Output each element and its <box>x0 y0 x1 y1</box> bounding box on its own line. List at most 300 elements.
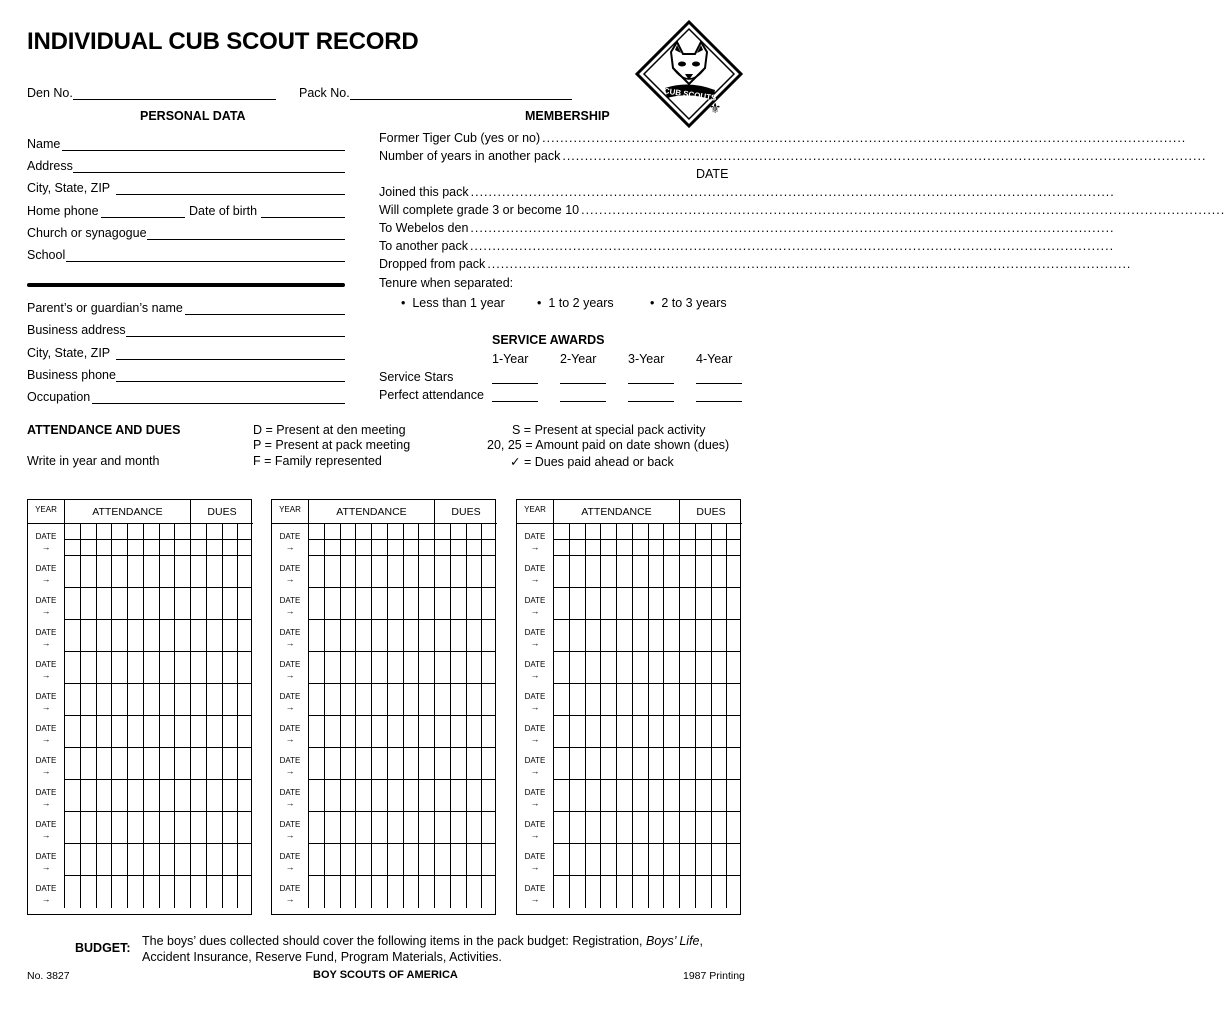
attendance-cell[interactable] <box>309 588 325 620</box>
attendance-cell[interactable] <box>144 540 160 556</box>
attendance-cell[interactable] <box>356 556 372 588</box>
attendance-cell[interactable] <box>175 620 191 652</box>
attendance-cell[interactable] <box>664 524 680 540</box>
attendance-cell[interactable] <box>175 748 191 780</box>
attendance-cell[interactable] <box>601 812 617 844</box>
attendance-cell[interactable] <box>388 844 404 876</box>
attendance-cell[interactable] <box>554 556 570 588</box>
attendance-cell[interactable] <box>633 524 649 540</box>
stars-year1-field[interactable] <box>492 383 538 384</box>
stars-year2-field[interactable] <box>560 383 606 384</box>
attendance-cell[interactable] <box>633 716 649 748</box>
dues-cell[interactable] <box>191 876 207 908</box>
attendance-cell[interactable] <box>586 812 602 844</box>
attendance-cell[interactable] <box>112 748 128 780</box>
perfect-year1-field[interactable] <box>492 401 538 402</box>
dues-cell[interactable] <box>467 524 483 540</box>
attendance-cell[interactable] <box>404 540 420 556</box>
dues-cell[interactable] <box>191 652 207 684</box>
attendance-cell[interactable] <box>664 684 680 716</box>
attendance-cell[interactable] <box>144 620 160 652</box>
attendance-cell[interactable] <box>554 716 570 748</box>
dues-cell[interactable] <box>207 652 223 684</box>
dues-cell[interactable] <box>223 684 239 716</box>
dues-cell[interactable] <box>191 556 207 588</box>
dues-cell[interactable] <box>680 524 696 540</box>
attendance-cell[interactable] <box>617 876 633 908</box>
attendance-cell[interactable] <box>586 620 602 652</box>
attendance-cell[interactable] <box>633 876 649 908</box>
dues-cell[interactable] <box>712 588 728 620</box>
attendance-cell[interactable] <box>128 620 144 652</box>
dues-cell[interactable] <box>223 652 239 684</box>
attendance-cell[interactable] <box>649 524 665 540</box>
dues-cell[interactable] <box>238 780 251 812</box>
attendance-cell[interactable] <box>112 652 128 684</box>
dues-cell[interactable] <box>238 684 251 716</box>
dues-cell[interactable] <box>435 652 451 684</box>
attendance-cell[interactable] <box>325 780 341 812</box>
dues-cell[interactable] <box>712 684 728 716</box>
attendance-cell[interactable] <box>144 524 160 540</box>
attendance-cell[interactable] <box>160 748 176 780</box>
attendance-cell[interactable] <box>419 812 435 844</box>
dues-cell[interactable] <box>712 780 728 812</box>
dues-cell[interactable] <box>451 556 467 588</box>
attendance-cell[interactable] <box>144 684 160 716</box>
attendance-cell[interactable] <box>160 588 176 620</box>
attendance-cell[interactable] <box>81 812 97 844</box>
attendance-cell[interactable] <box>633 844 649 876</box>
address-field[interactable] <box>73 172 345 173</box>
attendance-cell[interactable] <box>325 588 341 620</box>
attendance-cell[interactable] <box>554 876 570 908</box>
dues-cell[interactable] <box>451 684 467 716</box>
attendance-cell[interactable] <box>570 812 586 844</box>
attendance-cell[interactable] <box>664 876 680 908</box>
attendance-cell[interactable] <box>341 652 357 684</box>
attendance-cell[interactable] <box>65 684 81 716</box>
attendance-cell[interactable] <box>570 876 586 908</box>
dues-cell[interactable] <box>435 780 451 812</box>
attendance-cell[interactable] <box>356 684 372 716</box>
attendance-cell[interactable] <box>341 540 357 556</box>
attendance-cell[interactable] <box>325 812 341 844</box>
dues-cell[interactable] <box>191 748 207 780</box>
attendance-cell[interactable] <box>356 620 372 652</box>
dues-cell[interactable] <box>451 748 467 780</box>
attendance-cell[interactable] <box>81 748 97 780</box>
attendance-cell[interactable] <box>309 716 325 748</box>
attendance-cell[interactable] <box>65 556 81 588</box>
attendance-cell[interactable] <box>388 812 404 844</box>
dues-cell[interactable] <box>435 844 451 876</box>
attendance-cell[interactable] <box>649 684 665 716</box>
dues-cell[interactable] <box>435 556 451 588</box>
attendance-cell[interactable] <box>160 780 176 812</box>
attendance-cell[interactable] <box>112 716 128 748</box>
dues-cell[interactable] <box>482 812 495 844</box>
attendance-cell[interactable] <box>633 540 649 556</box>
dues-cell[interactable] <box>207 812 223 844</box>
attendance-cell[interactable] <box>388 716 404 748</box>
attendance-cell[interactable] <box>372 684 388 716</box>
dues-cell[interactable] <box>191 844 207 876</box>
dues-cell[interactable] <box>207 684 223 716</box>
dues-cell[interactable] <box>451 812 467 844</box>
tenure-option-2[interactable] <box>537 296 614 310</box>
attendance-cell[interactable] <box>419 540 435 556</box>
attendance-cell[interactable] <box>372 780 388 812</box>
dues-cell[interactable] <box>223 812 239 844</box>
attendance-cell[interactable] <box>81 876 97 908</box>
attendance-cell[interactable] <box>325 716 341 748</box>
attendance-cell[interactable] <box>617 620 633 652</box>
dues-cell[interactable] <box>727 524 740 540</box>
attendance-cell[interactable] <box>554 780 570 812</box>
attendance-cell[interactable] <box>372 812 388 844</box>
attendance-cell[interactable] <box>633 812 649 844</box>
attendance-cell[interactable] <box>175 780 191 812</box>
attendance-cell[interactable] <box>404 620 420 652</box>
dues-cell[interactable] <box>712 812 728 844</box>
attendance-cell[interactable] <box>97 844 113 876</box>
attendance-cell[interactable] <box>97 556 113 588</box>
dues-cell[interactable] <box>467 620 483 652</box>
attendance-cell[interactable] <box>65 748 81 780</box>
attendance-cell[interactable] <box>404 684 420 716</box>
dues-cell[interactable] <box>435 876 451 908</box>
attendance-cell[interactable] <box>419 844 435 876</box>
attendance-cell[interactable] <box>112 812 128 844</box>
attendance-cell[interactable] <box>356 780 372 812</box>
attendance-cell[interactable] <box>419 556 435 588</box>
attendance-cell[interactable] <box>175 876 191 908</box>
attendance-cell[interactable] <box>341 716 357 748</box>
dues-cell[interactable] <box>435 812 451 844</box>
dues-cell[interactable] <box>727 540 740 556</box>
attendance-cell[interactable] <box>586 524 602 540</box>
attendance-cell[interactable] <box>633 620 649 652</box>
dues-cell[interactable] <box>482 684 495 716</box>
tenure-option-3[interactable] <box>650 296 727 310</box>
attendance-cell[interactable] <box>81 620 97 652</box>
attendance-cell[interactable] <box>633 652 649 684</box>
attendance-cell[interactable] <box>586 876 602 908</box>
attendance-cell[interactable] <box>570 748 586 780</box>
attendance-cell[interactable] <box>617 716 633 748</box>
attendance-cell[interactable] <box>601 556 617 588</box>
attendance-cell[interactable] <box>65 588 81 620</box>
attendance-cell[interactable] <box>309 844 325 876</box>
attendance-cell[interactable] <box>617 684 633 716</box>
dues-cell[interactable] <box>482 780 495 812</box>
dues-cell[interactable] <box>207 620 223 652</box>
attendance-cell[interactable] <box>664 716 680 748</box>
dues-cell[interactable] <box>451 588 467 620</box>
dues-cell[interactable] <box>482 876 495 908</box>
dues-cell[interactable] <box>223 748 239 780</box>
attendance-cell[interactable] <box>81 588 97 620</box>
attendance-cell[interactable] <box>175 588 191 620</box>
attendance-cell[interactable] <box>65 876 81 908</box>
attendance-cell[interactable] <box>404 716 420 748</box>
attendance-cell[interactable] <box>356 540 372 556</box>
dues-cell[interactable] <box>680 844 696 876</box>
attendance-cell[interactable] <box>341 556 357 588</box>
attendance-cell[interactable] <box>586 684 602 716</box>
dues-cell[interactable] <box>680 652 696 684</box>
stars-year3-field[interactable] <box>628 383 674 384</box>
dues-cell[interactable] <box>696 812 712 844</box>
attendance-cell[interactable] <box>65 620 81 652</box>
dues-cell[interactable] <box>680 812 696 844</box>
attendance-cell[interactable] <box>325 556 341 588</box>
dues-cell[interactable] <box>238 748 251 780</box>
city2-field[interactable] <box>116 359 345 360</box>
attendance-cell[interactable] <box>144 716 160 748</box>
attendance-cell[interactable] <box>128 556 144 588</box>
attendance-cell[interactable] <box>81 716 97 748</box>
dues-cell[interactable] <box>680 540 696 556</box>
dues-cell[interactable] <box>727 844 740 876</box>
attendance-cell[interactable] <box>601 540 617 556</box>
dues-cell[interactable] <box>727 876 740 908</box>
attendance-cell[interactable] <box>144 652 160 684</box>
dues-cell[interactable] <box>451 540 467 556</box>
attendance-cell[interactable] <box>419 620 435 652</box>
attendance-cell[interactable] <box>664 620 680 652</box>
attendance-cell[interactable] <box>309 684 325 716</box>
attendance-cell[interactable] <box>356 588 372 620</box>
attendance-cell[interactable] <box>81 684 97 716</box>
attendance-cell[interactable] <box>617 812 633 844</box>
attendance-cell[interactable] <box>372 716 388 748</box>
attendance-cell[interactable] <box>388 556 404 588</box>
attendance-cell[interactable] <box>586 556 602 588</box>
attendance-cell[interactable] <box>404 812 420 844</box>
dues-cell[interactable] <box>223 716 239 748</box>
attendance-cell[interactable] <box>175 652 191 684</box>
attendance-cell[interactable] <box>586 652 602 684</box>
dues-cell[interactable] <box>727 652 740 684</box>
dues-cell[interactable] <box>238 540 251 556</box>
attendance-cell[interactable] <box>65 844 81 876</box>
attendance-cell[interactable] <box>570 540 586 556</box>
business-address-field[interactable] <box>126 336 345 337</box>
attendance-cell[interactable] <box>633 780 649 812</box>
dues-cell[interactable] <box>482 540 495 556</box>
attendance-cell[interactable] <box>97 812 113 844</box>
attendance-cell[interactable] <box>356 524 372 540</box>
dues-cell[interactable] <box>696 748 712 780</box>
attendance-cell[interactable] <box>175 556 191 588</box>
attendance-cell[interactable] <box>372 540 388 556</box>
attendance-cell[interactable] <box>388 748 404 780</box>
attendance-cell[interactable] <box>81 540 97 556</box>
attendance-cell[interactable] <box>341 684 357 716</box>
attendance-cell[interactable] <box>404 524 420 540</box>
attendance-cell[interactable] <box>65 716 81 748</box>
attendance-cell[interactable] <box>554 620 570 652</box>
attendance-cell[interactable] <box>649 556 665 588</box>
attendance-cell[interactable] <box>356 716 372 748</box>
stars-year4-field[interactable] <box>696 383 742 384</box>
attendance-cell[interactable] <box>175 716 191 748</box>
dues-cell[interactable] <box>238 556 251 588</box>
dues-cell[interactable] <box>712 540 728 556</box>
dues-cell[interactable] <box>238 812 251 844</box>
attendance-cell[interactable] <box>356 844 372 876</box>
dues-cell[interactable] <box>696 684 712 716</box>
attendance-cell[interactable] <box>341 588 357 620</box>
attendance-cell[interactable] <box>81 556 97 588</box>
dues-cell[interactable] <box>223 780 239 812</box>
attendance-cell[interactable] <box>128 524 144 540</box>
attendance-cell[interactable] <box>617 780 633 812</box>
attendance-cell[interactable] <box>309 556 325 588</box>
attendance-cell[interactable] <box>649 588 665 620</box>
attendance-cell[interactable] <box>388 540 404 556</box>
attendance-cell[interactable] <box>65 540 81 556</box>
dues-cell[interactable] <box>696 556 712 588</box>
dues-cell[interactable] <box>696 780 712 812</box>
attendance-cell[interactable] <box>554 812 570 844</box>
attendance-cell[interactable] <box>128 716 144 748</box>
business-phone-field[interactable] <box>116 381 345 382</box>
dues-cell[interactable] <box>223 556 239 588</box>
dues-cell[interactable] <box>207 588 223 620</box>
attendance-cell[interactable] <box>128 652 144 684</box>
attendance-cell[interactable] <box>325 620 341 652</box>
attendance-cell[interactable] <box>309 748 325 780</box>
attendance-cell[interactable] <box>388 588 404 620</box>
attendance-cell[interactable] <box>601 748 617 780</box>
attendance-cell[interactable] <box>325 540 341 556</box>
dues-cell[interactable] <box>191 812 207 844</box>
attendance-cell[interactable] <box>388 652 404 684</box>
attendance-cell[interactable] <box>160 524 176 540</box>
attendance-cell[interactable] <box>160 556 176 588</box>
dues-cell[interactable] <box>223 876 239 908</box>
attendance-cell[interactable] <box>309 620 325 652</box>
dues-cell[interactable] <box>191 620 207 652</box>
dues-cell[interactable] <box>435 524 451 540</box>
attendance-cell[interactable] <box>144 780 160 812</box>
attendance-cell[interactable] <box>112 556 128 588</box>
attendance-cell[interactable] <box>419 684 435 716</box>
dues-cell[interactable] <box>696 876 712 908</box>
dues-cell[interactable] <box>727 556 740 588</box>
attendance-cell[interactable] <box>554 524 570 540</box>
attendance-cell[interactable] <box>649 844 665 876</box>
dues-cell[interactable] <box>191 716 207 748</box>
dues-cell[interactable] <box>482 524 495 540</box>
attendance-cell[interactable] <box>160 684 176 716</box>
attendance-cell[interactable] <box>633 684 649 716</box>
attendance-cell[interactable] <box>664 780 680 812</box>
church-field[interactable] <box>147 239 345 240</box>
perfect-year2-field[interactable] <box>560 401 606 402</box>
attendance-cell[interactable] <box>356 652 372 684</box>
dues-cell[interactable] <box>207 716 223 748</box>
attendance-cell[interactable] <box>372 620 388 652</box>
attendance-cell[interactable] <box>128 876 144 908</box>
dues-cell[interactable] <box>467 684 483 716</box>
attendance-cell[interactable] <box>372 748 388 780</box>
attendance-cell[interactable] <box>112 588 128 620</box>
attendance-cell[interactable] <box>325 652 341 684</box>
attendance-cell[interactable] <box>586 588 602 620</box>
attendance-cell[interactable] <box>160 876 176 908</box>
attendance-cell[interactable] <box>341 748 357 780</box>
attendance-cell[interactable] <box>388 684 404 716</box>
attendance-cell[interactable] <box>341 876 357 908</box>
dues-cell[interactable] <box>223 524 239 540</box>
attendance-cell[interactable] <box>112 876 128 908</box>
attendance-cell[interactable] <box>570 556 586 588</box>
dues-cell[interactable] <box>727 812 740 844</box>
attendance-cell[interactable] <box>617 540 633 556</box>
attendance-cell[interactable] <box>112 540 128 556</box>
attendance-cell[interactable] <box>404 876 420 908</box>
attendance-cell[interactable] <box>128 588 144 620</box>
attendance-cell[interactable] <box>81 652 97 684</box>
dues-cell[interactable] <box>727 780 740 812</box>
attendance-cell[interactable] <box>309 812 325 844</box>
attendance-cell[interactable] <box>633 556 649 588</box>
dues-cell[interactable] <box>482 620 495 652</box>
dues-cell[interactable] <box>680 876 696 908</box>
dues-cell[interactable] <box>712 524 728 540</box>
attendance-cell[interactable] <box>419 716 435 748</box>
attendance-cell[interactable] <box>649 780 665 812</box>
dues-cell[interactable] <box>712 620 728 652</box>
perfect-year4-field[interactable] <box>696 401 742 402</box>
attendance-cell[interactable] <box>97 620 113 652</box>
attendance-cell[interactable] <box>570 716 586 748</box>
dues-cell[interactable] <box>238 844 251 876</box>
attendance-cell[interactable] <box>649 540 665 556</box>
attendance-cell[interactable] <box>144 748 160 780</box>
attendance-cell[interactable] <box>649 652 665 684</box>
attendance-cell[interactable] <box>404 844 420 876</box>
attendance-cell[interactable] <box>664 588 680 620</box>
attendance-cell[interactable] <box>372 588 388 620</box>
school-field[interactable] <box>66 261 345 262</box>
dues-cell[interactable] <box>238 588 251 620</box>
attendance-cell[interactable] <box>586 844 602 876</box>
attendance-cell[interactable] <box>419 876 435 908</box>
attendance-cell[interactable] <box>664 652 680 684</box>
tenure-option-1[interactable] <box>401 296 505 310</box>
attendance-cell[interactable] <box>601 524 617 540</box>
attendance-cell[interactable] <box>372 844 388 876</box>
dues-cell[interactable] <box>712 876 728 908</box>
attendance-cell[interactable] <box>388 876 404 908</box>
dues-cell[interactable] <box>467 780 483 812</box>
attendance-cell[interactable] <box>309 876 325 908</box>
dues-cell[interactable] <box>238 524 251 540</box>
dues-cell[interactable] <box>238 620 251 652</box>
dues-cell[interactable] <box>696 524 712 540</box>
dues-cell[interactable] <box>207 524 223 540</box>
dues-cell[interactable] <box>712 556 728 588</box>
attendance-cell[interactable] <box>128 780 144 812</box>
attendance-cell[interactable] <box>601 588 617 620</box>
attendance-cell[interactable] <box>175 540 191 556</box>
dues-cell[interactable] <box>712 716 728 748</box>
